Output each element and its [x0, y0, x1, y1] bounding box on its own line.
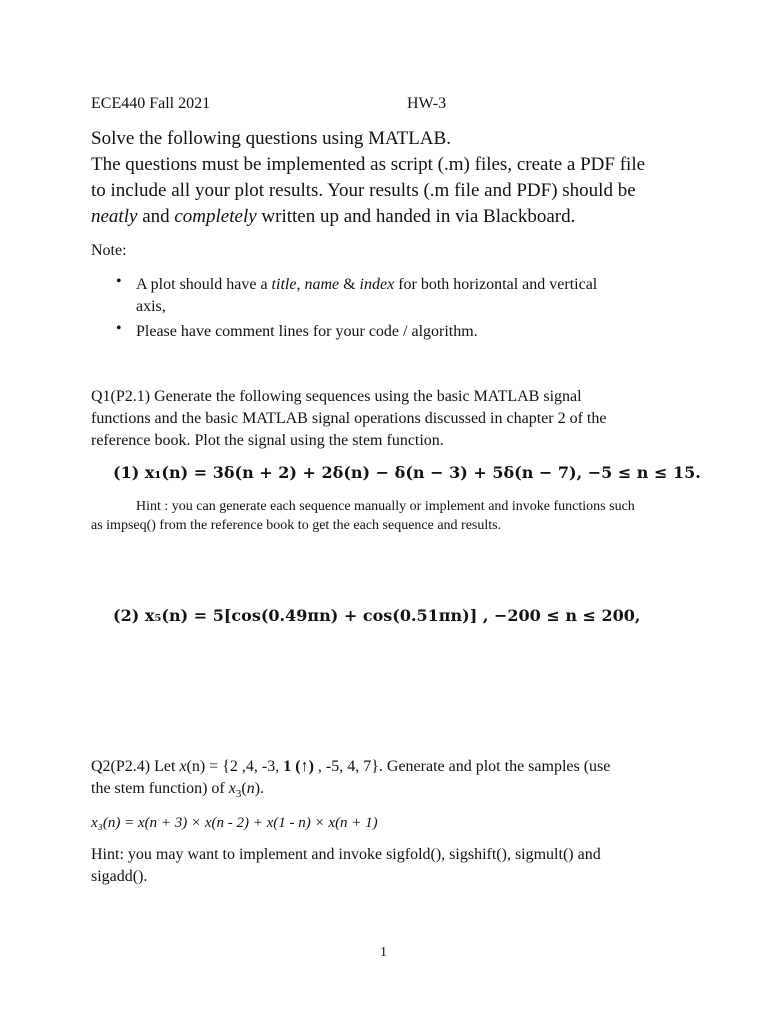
- q1-line-1: Q1(P2.1) Generate the following sequences using the basic MATLAB signal: [91, 388, 582, 405]
- note-bullet-2: Please have comment lines for your code / algorithm.: [136, 323, 478, 340]
- q2-var-x3: x: [228, 780, 236, 797]
- intro-line-2: The questions must be implemented as script (.m) files, create a PDF file: [91, 154, 646, 175]
- bullet-icon: •: [116, 320, 122, 337]
- q2-paren-open: (: [241, 780, 247, 797]
- bullet-icon: •: [116, 273, 122, 290]
- q2-var-x: x: [179, 758, 187, 775]
- intro-line-4: [91, 204, 575, 230]
- term-name: name: [304, 276, 340, 293]
- page-number: 1: [380, 945, 387, 960]
- q1-equation-2: (2) x₅(n) = 5[cos(0.49πn) + cos(0.51πn)] , −200 ≤ n ≤ 200,: [113, 606, 641, 625]
- note-bullet-1-amp: &: [339, 276, 360, 293]
- q2-line-1: [91, 756, 610, 778]
- note-label: Note:: [91, 242, 127, 259]
- q2-formula: x₃(n) = x(n + 3) × x(n - 2) + x(1 - n) × x(n + 1): [91, 815, 378, 831]
- intro-line-1: Solve the following questions using MATLAB.: [91, 128, 451, 149]
- emphasis-neatly: neatly: [91, 206, 138, 227]
- q2-line-2: [91, 778, 264, 805]
- term-index: index: [359, 276, 395, 293]
- note-bullet-1-pre: A plot should have a: [136, 276, 272, 293]
- term-title: title: [271, 276, 297, 293]
- q2-line-2-a: the stem function) of: [91, 780, 229, 797]
- q2-origin-marker: 1 (↑): [283, 758, 314, 775]
- q2-hint-line-1: Hint: you may want to implement and invoke sigfold(), sigshift(), sigmult() and: [91, 846, 601, 863]
- course-title: ECE440 Fall 2021: [91, 95, 211, 112]
- note-bullet-1-post: for both horizontal and vertical: [394, 276, 598, 293]
- homework-label: HW-3: [407, 95, 447, 112]
- q2-line-1-c: , -5, 4, 7}. Generate and plot the samples (use: [313, 758, 611, 775]
- intro-line-4-mid: and: [137, 206, 175, 227]
- q2-subscript: 3: [235, 788, 242, 801]
- q1-equation-1: (1) x₁(n) = 3δ(n + 2) + 2δ(n) − δ(n − 3) + 5δ(n − 7), −5 ≤ n ≤ 15.: [113, 463, 701, 482]
- note-bullet-1-comma: ,: [296, 276, 305, 293]
- q2-line-1-a: Q2(P2.4) Let: [91, 758, 180, 775]
- emphasis-completely: completely: [174, 206, 257, 227]
- q2-var-n: (n): [186, 758, 206, 775]
- q2-line-1-b: = {2 ,4, -3,: [205, 758, 284, 775]
- q1-line-3: reference book. Plot the signal using the stem function.: [91, 432, 444, 449]
- q1-line-2: functions and the basic MATLAB signal operations discussed in chapter 2 of the: [91, 410, 607, 427]
- q1-hint-line-2: as impseq() from the reference book to get the each sequence and results.: [91, 518, 502, 533]
- note-bullet-1-line-2: axis,: [136, 298, 166, 315]
- intro-line-3: to include all your plot results. Your results (.m file and PDF) should be: [91, 180, 636, 201]
- q2-paren-close: ).: [254, 780, 265, 797]
- intro-line-4-end: written up and handed in via Blackboard.: [256, 206, 576, 227]
- q1-hint-line-1: Hint : you can generate each sequence manually or implement and invoke functions such: [136, 499, 635, 514]
- note-bullet-1: [136, 274, 597, 296]
- q2-hint-line-2: sigadd().: [91, 868, 148, 885]
- q2-var-n2: n: [246, 780, 255, 797]
